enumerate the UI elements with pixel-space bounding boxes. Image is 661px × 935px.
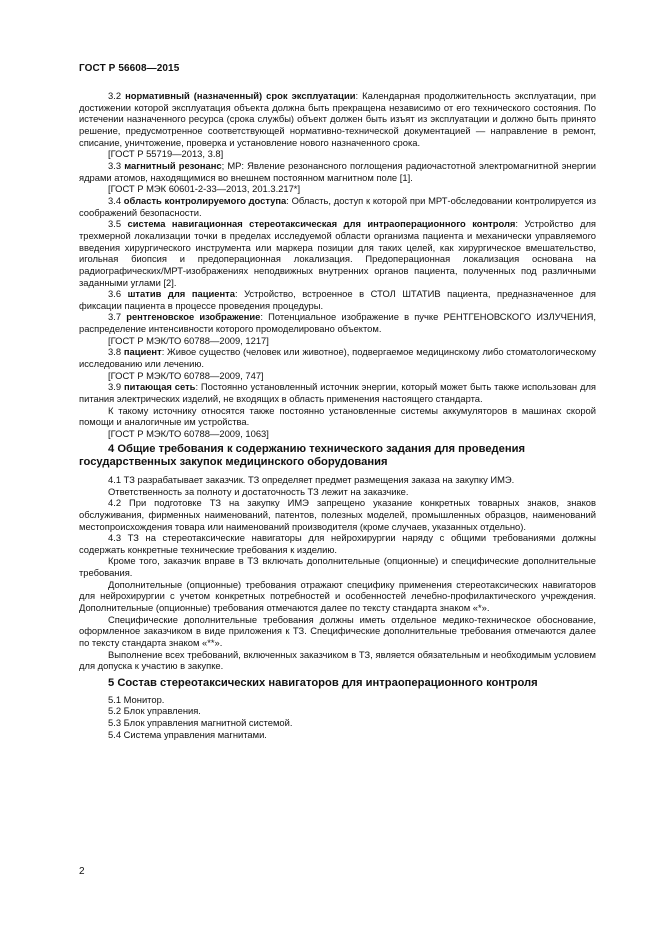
term: область контролируемого доступа (123, 194, 287, 206)
paragraph-4-1: 4.1 ТЗ разрабатывает заказчик. ТЗ определяет предмет размещения заказа на закупку ИМЭ. (108, 473, 515, 485)
term: питающая сеть (123, 381, 196, 393)
definition-3-4: 3.4 область контролируемого доступа: Область, доступ к которой при МРТ-обследовании контролируется из соображений безопасности. (79, 194, 596, 218)
paragraph-4-3-e: Выполнение всех требований, включенных заказчиком в ТЗ, является обязательным и необходимым условием для допуска к участию в закупке. (79, 648, 596, 672)
term: штатив для пациента (127, 288, 235, 300)
definition-3-5: 3.5 система навигационная стереотаксическая для интраоперационного контроля: Устройство для трехмерной локализации точки в пределах исследуемой области организма пациента и механически управляемого введения хирургического инструмента или маркера позиции для таких целей, как хирургическое вмешательство, игольная биопсия и предоперационная локализация. Предоперационная локализация основана на радиографических/МРТ-изображениях неподвижных внутренних органов пациента, полученных под различными заданными углами [2]. (79, 218, 596, 288)
paragraph-4-3-d: Специфические дополнительные требования должны иметь отдельное медико-техническое обоснование, оформленное заказчиком в виде приложения к ТЗ. Специфические дополнительные требования отмечаются далее по тексту стандарта знаком «**». (79, 613, 596, 649)
paragraph-4-3-c: Дополнительные (опционные) требования отражают специфику применения стереотаксических навигаторов для нейрохирургии с учетом конкретных потребностей и особенностей лечебно-профилактического учреждения. Дополнительные (опционные) требования отмечаются далее по тексту стандарта знаком «*». (79, 578, 596, 614)
section-4-heading: 4 Общие требования к содержанию технического задания для проведения государственных закупок медицинского оборудования (79, 442, 526, 469)
term: магнитный резонанс (124, 159, 222, 171)
term: нормативный (назначенный) срок эксплуатации (125, 90, 356, 101)
definition-note: К такому источнику относятся также постоянно установленные системы аккумуляторов в машинах скорой помощи и аналогичные им устройства. (79, 404, 596, 428)
definition-3-8: 3.8 пациент: Живое существо (человек или животное), подвергаемое медицинскому либо стоматологическому исследованию или лечению. (79, 346, 596, 370)
reference: [ГОСТ Р 55719—2013, 3.8] (108, 148, 224, 160)
list-item: 5.3 Блок управления магнитной системой. (108, 716, 293, 728)
definition-3-2: 3.2 нормативный (назначенный) срок эксплуатации: Календарная продолжительность эксплуатации, при достижении которой эксплуатация объекта должна быть прекращена независимо от его технического состояния. По истечении назначенного ресурса (срока службы) объект должен быть изъят из эксплуатации и должно быть принято решение, предусмотренное соответствующей нормативно-технической документацией — направление в ремонт, списание, уничтожение, проверка и установление нового назначенного срока. (79, 90, 596, 148)
reference: [ГОСТ Р МЭК 60601-2-33—2013, 201.3.217*] (108, 183, 301, 195)
list-item: 5.2 Блок управления. (108, 705, 201, 717)
reference: [ГОСТ Р МЭК/ТО 60788—2009, 1063] (108, 428, 269, 440)
paragraph-4-3-b: Кроме того, заказчик вправе в ТЗ включать дополнительные (опционные) и специфические дополнительные требования. (79, 555, 596, 579)
definition-3-7: 3.7 рентгеновское изображение: Потенциальное изображение в пучке РЕНТГЕНОВСКОГО ИЗЛУЧЕНИЯ, распределение интенсивности которого промоделировано объектом. (79, 311, 597, 335)
paragraph-4-3: 4.3 ТЗ на стереотаксические навигаторы для нейрохирургии наряду с общими требованиями должны содержать конкретные технические требования к изделию. (79, 532, 596, 555)
term: пациент (123, 346, 162, 358)
definition-3-3: 3.3 магнитный резонанс; MP: Явление резонансного поглощения радиочастотной электромагнитной энергии ядрами атомов, находящимися во внешнем постоянном магнитном поле [1]. (79, 159, 596, 183)
section-5-heading: 5 Состав стереотаксических навигаторов для интраоперационного контроля (108, 677, 538, 690)
paragraph-4-1-b: Ответственность за полноту и достаточность ТЗ лежит на заказчике. (108, 485, 409, 497)
term: рентгеновское изображение (126, 311, 261, 323)
paragraph-4-2: 4.2 При подготовке ТЗ на закупку ИМЭ запрещено указание конкретных товарных знаков, знаков обслуживания, фирменных наименований, патентов, полезных моделей, промышленных образцов, наименований местопроисхождения товара или наименований производителя (кроме случаев, указанных отдельно). (79, 497, 596, 532)
page-number: 2 (79, 866, 85, 877)
standard-header: ГОСТ Р 56608—2015 (79, 63, 180, 74)
term: система навигационная стереотаксическая для интраоперационного контроля (127, 218, 516, 230)
list-item: 5.1 Монитор. (108, 693, 165, 705)
definition-3-6: 3.6 штатив для пациента: Устройство, встроенное в СТОЛ ШТАТИВ пациента, предназначенное для фиксации пациента в процессе проведения процедуры. (79, 288, 596, 311)
reference: [ГОСТ Р МЭК/ТО 60788—2009, 747] (108, 369, 264, 381)
reference: [ГОСТ Р МЭК/ТО 60788—2009, 1217] (108, 334, 269, 346)
page-content (79, 90, 596, 740)
list-item: 5.4 Система управления магнитами. (108, 728, 267, 740)
definition-3-9: 3.9 питающая сеть: Постоянно установленный источник энергии, который может быть также использован для питания электрических изделий, не входящих в область применения настоящего стандарта. (79, 381, 596, 405)
